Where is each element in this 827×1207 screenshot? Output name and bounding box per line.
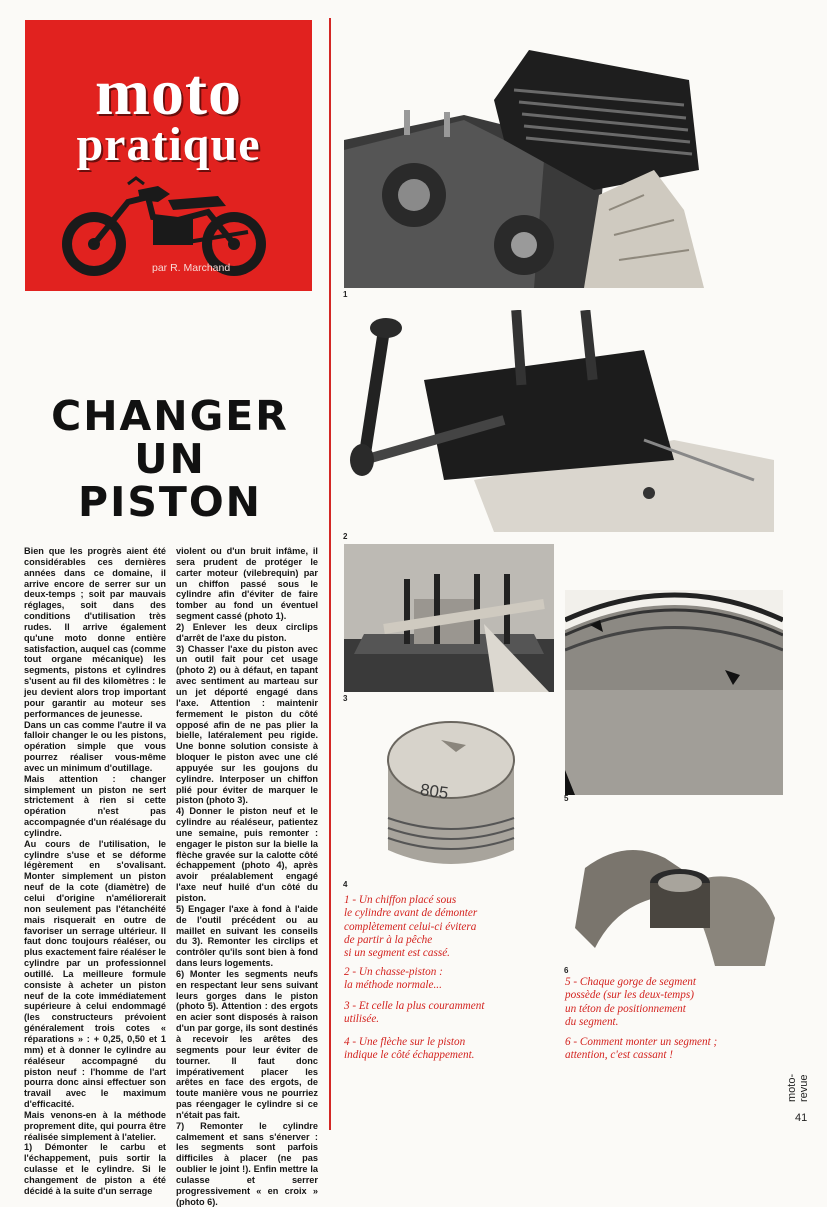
caption-3: 3 - Et celle la plus couramment utilisée. [344,1000,485,1026]
column-divider [329,18,331,1130]
magazine-name: moto-revue [786,1073,810,1102]
paragraph: 3) Chasser l'axe du piston avec un outil fait pour cet usage (photo 2) ou à défaut, en tapant avec sentiment au marteau sur un jet déporté engagé dans l'axe. Attention : maintenir fermement le piston du côté opposé afin de ne pas plier la bielle, latéralement peu rigide. Une bonne solution consiste à bloquer le piston avec une clé appuyée sur les goujons du cylindre. Interposer un chiffon plié pour éviter de marquer le piston (photo 3). [176,643,318,806]
photo-5-ring-grooves [565,590,783,795]
paragraph: Au cours de l'utilisation, le cylindre s'use et se déforme légèrement en s'ovalisant. Monter simplement un piston neuf de la cote (diamètre) de celui d'origine n'améliorerait non seulement pas l'étanchéité mais risquerait en outre de favoriser un serrage ultérieur. Il faut donc toujours réaléser, ou plus exactement faire réaléser le cylindre par un professionnel outillé. La meilleure formule consiste à acheter un piston neuf de la cote immédiatement supérieure à celui endommagé (les constructeurs prévoient généralement trois cotes « réparations » : + 0,25, 0,50 et 1 mm) et à donner le cylindre au réaléseur accompagné du piston neuf : l'homme de l'art pourra donc ainsi effectuer son travail avec le maximum d'efficacité. [24,838,166,1110]
caption-5: 5 - Chaque gorge de segment possède (sur les deux-temps) un téton de positionnement du segment. [565,976,697,1028]
paragraph: Mais attention : changer simplement un piston ne sert strictement à rien si cette opération n'est pas accompagnée d'un réalésage du cylindre. [24,773,166,838]
header-banner [25,20,312,291]
paragraph: Bien que les progrès aient été considérables ces dernières années dans ce domaine, il arrive encore de serrer sur un deux-temps ; soit par mauvais réglages, soit dans des conditions d'utilisation très rudes. Il arrive également qu'une moto donne entière satisfaction, auquel cas (comme tout organe mécanique) les segments, pistons et cylindres s'usent au fil des kilomètres : le jeu devient alors trop important pour garantir au moteur ses performances de jeunesse. [24,546,166,719]
photo-number-2: 2 [343,532,348,541]
headline-line-2: UN [134,435,206,483]
section-title-moto: moto [95,56,242,129]
photo-number-3: 3 [343,694,348,703]
paragraph: violent ou d'un bruit infâme, il sera prudent de protéger le carter moteur (vilebrequin) par un chiffon passé sous le cylindre afin d'éviter de faire tomber au fond un éventuel segment cassé (photo 1). [176,546,318,622]
paragraph: Dans un cas comme l'autre il va falloir changer le ou les pistons, opération simple que vous pourrez réaliser vous-même avec un minimum d'outillage. [24,719,166,773]
photo-number-4: 4 [343,880,348,889]
body-column-2 [176,546,318,1207]
paragraph: 1) Démonter le carbu et l'échappement, puis sortir la culasse et le cylindre. Si le changement de piston a été décidé à la suite d'un serrage [24,1142,166,1196]
paragraph: 7) Remonter le cylindre calmement et sans s'énerver : les segments sont parfois difficiles à placer (ne pas oublier le joint !). Enfin mettre la culasse et serrer progressivement « en croix » (photo 6). [176,1120,318,1207]
paragraph: 5) Engager l'axe à fond à l'aide de l'outil précédent ou au maillet en suivant les conseils du 3). Remonter les circlips et contrôler qu'ils sont bien à fond dans leurs logements. [176,903,318,969]
photo-6-mounting-segment [565,838,783,966]
headline-line-1: CHANGER [51,392,289,440]
photo-3-piston-blocked [344,544,554,692]
piston-marking: 805 [418,780,450,803]
photo-number-5: 5 [564,794,569,803]
photo-number-1: 1 [343,290,348,299]
paragraph: 2) Enlever les deux circlips d'arrêt de l'axe du piston. [176,621,318,643]
body-column-1 [24,546,166,1197]
paragraph: 4) Donner le piston neuf et le cylindre au réaléseur, patientez une semaine, puis remonter : engager le piston sur la bielle la flèche gravée sur la calotte côté échappement (photo 4), après avoir préalablement engagé l'axe neuf huilé d'un côté du piston. [176,806,318,903]
photo-4-piston-arrow [376,700,526,878]
paragraph: Mais venons-en à la méthode proprement dite, qui pourra être réalisée simplement à l'atelier. [24,1109,166,1142]
caption-6: 6 - Comment monter un segment ; attention, c'est cassant ! [565,1036,718,1062]
caption-2: 2 - Un chasse-piston : la méthode normale... [344,966,443,992]
headline-line-3: PISTON [78,478,262,526]
paragraph: 6) Monter les segments neufs en respectant leur sens suivant leurs gorges dans le piston (photo 5). Attention : des ergots en acier sont disposés à raison d'un par gorge, ils sont destinés à recevoir les arêtes des segments pour leur éviter de tourner. Il faut donc impérativement placer les arêtes en face des ergots, de toute manière vous ne pourriez pas réengager le cylindre si ce n'était pas fait. [176,968,318,1120]
byline: par R. Marchand [152,262,231,274]
section-title-pratique: pratique [76,118,261,171]
photo-2-piston-extractor [344,310,774,532]
caption-4: 4 - Une flèche sur le piston indique le côté échappement. [344,1036,475,1062]
page-number: 41 [795,1112,808,1124]
caption-1: 1 - Un chiffon placé sous le cylindre avant de démonter complètement celui-ci évitera de partir à la pêche si un segment est cassé. [344,894,478,960]
photo-1-engine [344,20,708,288]
photo-number-6: 6 [564,966,569,975]
